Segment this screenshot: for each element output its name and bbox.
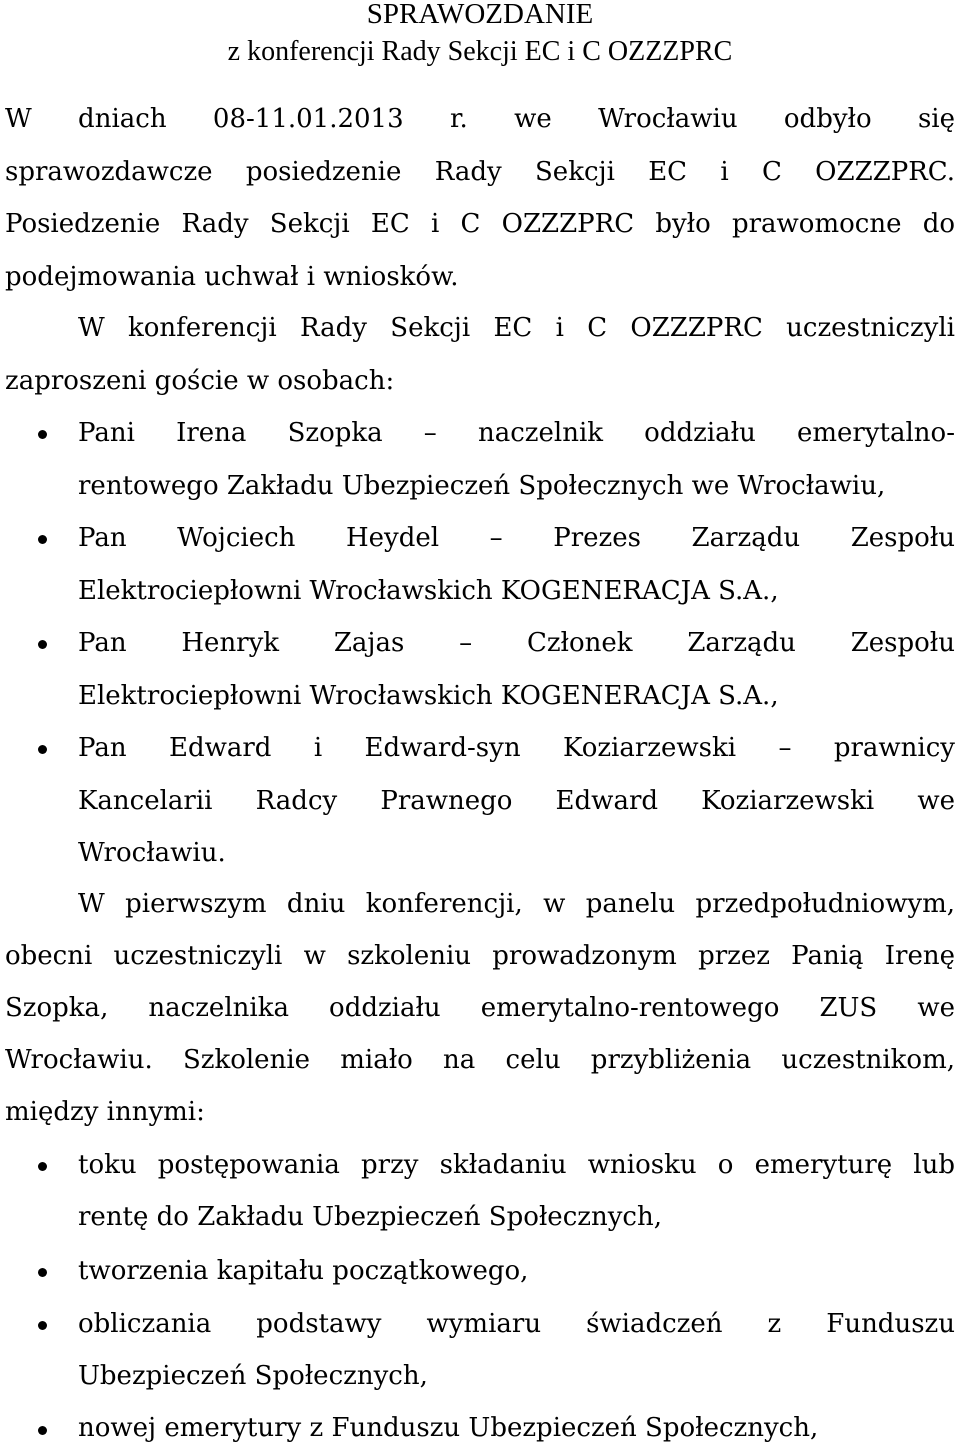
guest-item-cont: rentowego Zakładu Ubezpieczeń Społecznych we Wrocławiu, [78, 471, 886, 501]
bullet-icon [38, 1162, 47, 1171]
guest-item-cont: Kancelarii Radcy Prawnego Edward Koziarzewski we [78, 786, 955, 816]
guest-item-cont: Elektrociepłowni Wrocławskich KOGENERACJA S.A., [78, 681, 779, 711]
guests-intro-line: W konferencji Rady Sekcji EC i C OZZZPRC uczestniczyli [78, 313, 955, 343]
training-line: W pierwszym dniu konferencji, w panelu przedpołudniowym, [78, 889, 955, 919]
intro-line: sprawozdawcze posiedzenie Rady Sekcji EC i C OZZZPRC. [5, 157, 955, 187]
guests-intro-line: zaproszeni goście w osobach: [5, 366, 395, 396]
topic-item-cont: Ubezpieczeń Społecznych, [78, 1361, 428, 1391]
bullet-icon [38, 1426, 47, 1435]
guest-item: Pan Henryk Zajas – Członek Zarządu Zespołu [78, 628, 955, 658]
document-subtitle: z konferencji Rady Sekcji EC i C OZZZPRC [227, 36, 733, 67]
bullet-icon [38, 535, 47, 544]
bullet-icon [38, 1268, 47, 1277]
guest-item: Pani Irena Szopka – naczelnik oddziału emerytalno- [78, 418, 955, 448]
topic-item: tworzenia kapitału początkowego, [78, 1256, 529, 1286]
bullet-icon [38, 1321, 47, 1330]
bullet-icon [38, 640, 47, 649]
topic-item: toku postępowania przy składaniu wniosku o emeryturę lub [78, 1150, 955, 1180]
intro-line: W dniach 08-11.01.2013 r. we Wrocławiu odbyło się [5, 104, 955, 134]
bullet-icon [38, 745, 47, 754]
guest-item: Pan Wojciech Heydel – Prezes Zarządu Zespołu [78, 523, 955, 553]
bullet-icon [38, 430, 47, 439]
training-line: Szopka, naczelnika oddziału emerytalno-rentowego ZUS we [5, 993, 955, 1023]
guest-item-cont: Elektrociepłowni Wrocławskich KOGENERACJA S.A., [78, 576, 779, 606]
intro-line: podejmowania uchwał i wniosków. [5, 262, 459, 292]
training-line: obecni uczestniczyli w szkoleniu prowadzonym przez Panią Irenę [5, 941, 955, 971]
guest-item: Pan Edward i Edward-syn Koziarzewski – prawnicy [78, 733, 955, 763]
guest-item-cont: Wrocławiu. [78, 838, 226, 868]
topic-item: nowej emerytury z Funduszu Ubezpieczeń Społecznych, [78, 1413, 819, 1443]
training-line: Wrocławiu. Szkolenie miało na celu przybliżenia uczestnikom, [5, 1045, 955, 1075]
intro-line: Posiedzenie Rady Sekcji EC i C OZZZPRC było prawomocne do [5, 209, 955, 239]
training-line: między innymi: [5, 1097, 205, 1127]
topic-item: obliczania podstawy wymiaru świadczeń z Funduszu [78, 1309, 955, 1339]
document-title: SPRAWOZDANIE [366, 0, 594, 30]
topic-item-cont: rentę do Zakładu Ubezpieczeń Społecznych, [78, 1202, 662, 1232]
